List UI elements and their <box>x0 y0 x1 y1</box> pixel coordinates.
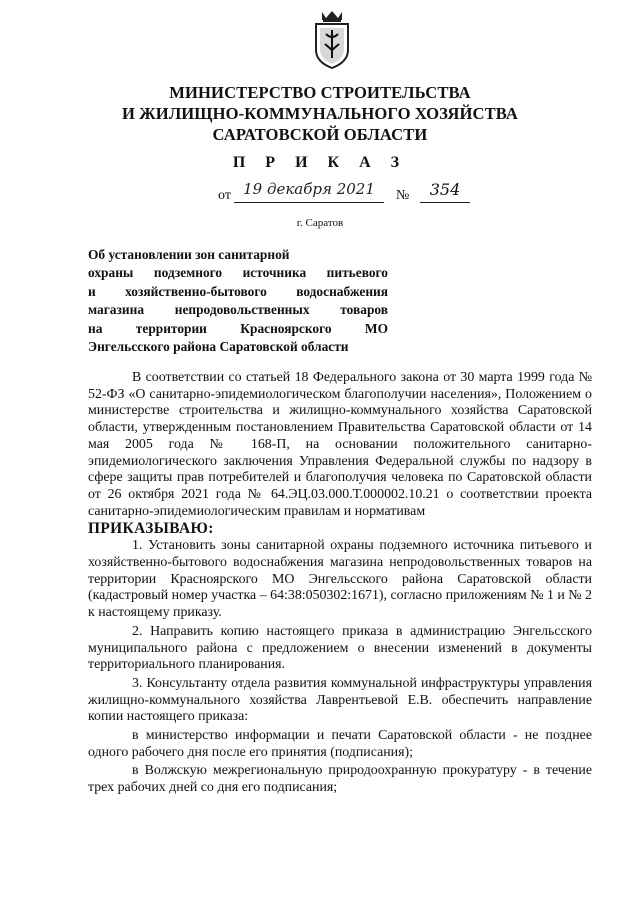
ministry-line-1: МИНИСТЕРСТВО СТРОИТЕЛЬСТВА <box>169 83 471 102</box>
order-date-number <box>218 180 478 206</box>
from-label: от <box>218 188 231 203</box>
order-title: П Р И К А З <box>232 154 408 171</box>
order-body <box>88 370 592 797</box>
number-label: № <box>396 188 410 203</box>
item-3b-paragraph: в Волжскую межрегиональную природоохранную прокуратуру - в течение трех рабочих дней со дня его подписания; <box>88 763 592 796</box>
order-number: 354 <box>420 180 470 203</box>
subject-line-2: охраны подземного источника питьевого <box>88 265 388 281</box>
preamble-paragraph: В соответствии со статьей 18 Федерального закона от 30 марта 1999 года № 52-ФЗ «О санитарно-эпидемиологическом благополучии населения», Положением о министерстве строительства и жилищно-коммунального хозяйства Саратовской области, утвержденным постановлением Правительства Саратовской области от 14 мая 2005 года № 168-П, на основании положительного санитарно-эпидемиологического заключения Управления Федеральной службы по надзору в сфере защиты прав потребителей и благополучия человека по Саратовской области от 26 октября 2021 года № 64.ЭЦ.03.000.Т.000002.10.21 о соответствии проекта санитарно-эпидемиологическим правилам и нормативам <box>88 370 592 519</box>
city: г. Саратов <box>296 217 344 229</box>
order-word: ПРИКАЗЫВАЮ: <box>88 520 214 538</box>
subject-line-3: и хозяйственно-бытового водоснабжения <box>88 283 388 299</box>
item-3-paragraph: 3. Консультанту отдела развития коммунальной инфраструктуры управления жилищно-коммунального хозяйства Лаврентьевой Е.В. обеспечить направление копии настоящего приказа: <box>88 675 592 725</box>
ministry-name <box>0 82 640 145</box>
subject-line-6: Энгельсского района Саратовской области <box>88 339 349 355</box>
item-3a-paragraph: в министерство информации и печати Саратовской области - не позднее одного рабочего дня после его принятия (подписания); <box>88 728 592 760</box>
ministry-line-2: И ЖИЛИЩНО-КОММУНАЛЬНОГО ХОЗЯЙСТВА <box>122 104 518 123</box>
subject-line-1: Об установлении зон санитарной <box>88 247 290 262</box>
coat-of-arms-icon <box>312 10 352 70</box>
ministry-line-3: САРАТОВСКОЙ ОБЛАСТИ <box>212 125 428 144</box>
item-1-paragraph: 1. Установить зоны санитарной охраны подземного источника питьевого и хозяйственно-бытового водоснабжения магазина непродовольственных товаров на территории Красноярского МО Энгельсского района Саратовской области (кадастровый номер участка – 64:38:050302:1671), согласно приложениям № 1 и № 2 к настоящему приказу. <box>88 538 592 621</box>
item-2-paragraph: 2. Направить копию настоящего приказа в администрацию Энгельсского муниципального района с предложением о внесении изменений в документы территориального планирования. <box>88 623 592 673</box>
subject-line-5: на территории Красноярского МО <box>88 320 388 336</box>
subject-line-4: магазина непродовольственных товаров <box>88 302 388 318</box>
order-date: 19 декабря 2021 <box>234 180 384 203</box>
order-subject <box>88 246 388 356</box>
